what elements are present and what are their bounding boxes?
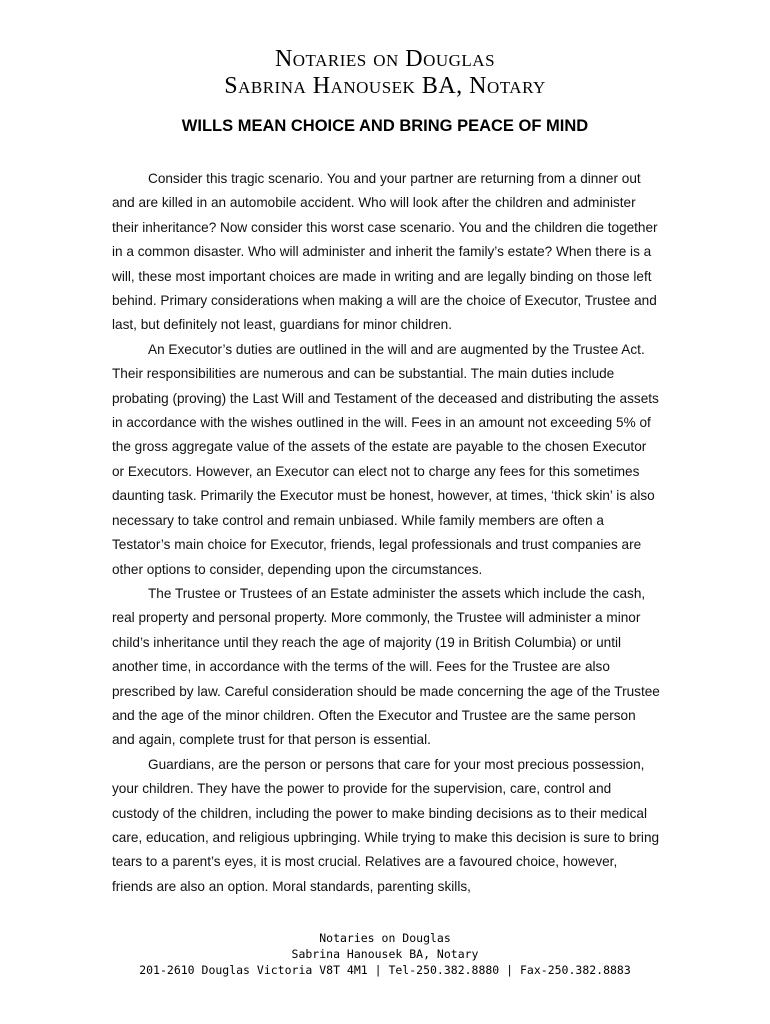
letterhead-firm-name: Notaries on Douglas	[274, 46, 496, 72]
letterhead-notary-name: Sabrina Hanousek BA, Notary	[224, 73, 546, 99]
paragraph-trustee: The Trustee or Trustees of an Estate administer the assets which include the cash, real property and personal property. More commonly, the Trustee will administer a minor child’s inheritance until they reach the age of majority (19 in British Columbia) or until another time, in accordance with the terms of the will. Fees for the Trustee are also prescribed by law. Careful consideration should be made concerning the age of the Trustee and the age of the minor children. Often the Executor and Trustee are the same person and again, complete trust for that person is essential.	[112, 585, 660, 748]
paragraph-scenario: Consider this tragic scenario. You and your partner are returning from a dinner out and are killed in an automobile accident. Who will look after the children and administer their inheritance? Now consider this worst case scenario. You and the children die together in a common disaster. Who will administer and inherit the family’s estate? When there is a will, these most important choices are made in writing and are legally binding on those left behind. Primary considerations when making a will are the choice of Executor, Trustee and last, but definitely not least, guardians for minor children.	[112, 171, 658, 333]
footer-firm-name: Notaries on Douglas	[319, 931, 451, 945]
letterhead	[0, 46, 770, 100]
footer-notary-name: Sabrina Hanousek BA, Notary	[291, 947, 479, 961]
document-title: WILLS MEAN CHOICE AND BRING PEACE OF MIND	[181, 117, 589, 135]
page-footer	[0, 930, 770, 978]
paragraph-guardians: Guardians, are the person or persons that care for your most precious possession, your children. They have the power to provide for the supervision, care, control and custody of the children, including the power to make binding decisions as to their medical care, education, and religious upbringing. While trying to make this decision is sure to bring tears to a parent’s eyes, it is most crucial. Relatives are a favoured choice, however, friends are also an option. Moral standards, parenting skills,	[112, 756, 660, 894]
document-body	[112, 167, 660, 899]
paragraph-executor: An Executor’s duties are outlined in the will and are augmented by the Trustee Act. Their responsibilities are numerous and can be substantial. The main duties include probating (proving) the Last Will and Testament of the deceased and distributing the assets in accordance with the wishes outlined in the will. Fees in an amount not exceeding 5% of the gross aggregate value of the assets of the estate are payable to the chosen Executor or Executors. However, an Executor can elect not to charge any fees for this sometimes daunting task. Primarily the Executor must be honest, however, at times, ‘thick skin’ is also necessary to take control and remain unbiased. While family members are often a Testator’s main choice for Executor, friends, legal professionals and trust companies are other options to consider, depending upon the circumstances.	[112, 341, 659, 577]
footer-contact-info: 201-2610 Douglas Victoria V8T 4M1 | Tel-250.382.8880 | Fax-250.382.8883	[139, 963, 631, 977]
